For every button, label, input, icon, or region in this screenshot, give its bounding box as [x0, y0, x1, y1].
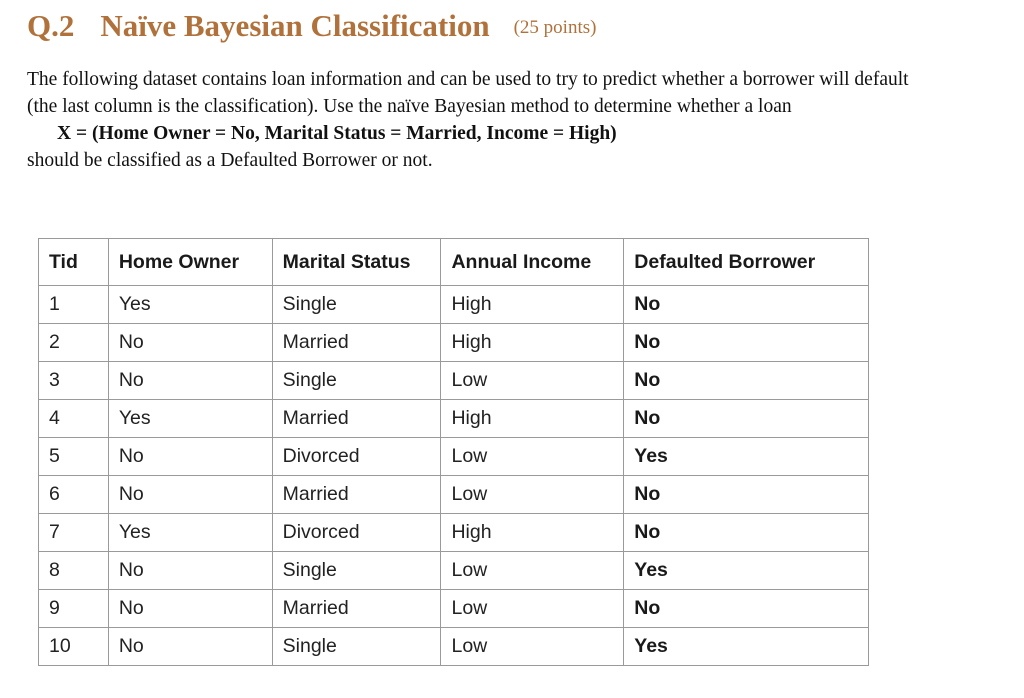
- loan-dataset-table: [38, 238, 869, 666]
- cell-marital-status: Single: [272, 286, 441, 324]
- cell-annual-income: Low: [441, 438, 624, 476]
- cell-marital-status: Married: [272, 400, 441, 438]
- cell-annual-income: Low: [441, 628, 624, 666]
- cell-defaulted-borrower: Yes: [624, 552, 869, 590]
- cell-defaulted-borrower: No: [624, 286, 869, 324]
- cell-marital-status: Married: [272, 590, 441, 628]
- table-row: [39, 514, 869, 552]
- cell-tid: 6: [39, 476, 109, 514]
- cell-defaulted-borrower: Yes: [624, 438, 869, 476]
- cell-annual-income: Low: [441, 476, 624, 514]
- cell-home-owner: No: [108, 324, 272, 362]
- table-row: [39, 590, 869, 628]
- cell-home-owner: Yes: [108, 514, 272, 552]
- cell-annual-income: Low: [441, 590, 624, 628]
- cell-defaulted-borrower: No: [624, 400, 869, 438]
- table-row: [39, 400, 869, 438]
- header-marital-status: Marital Status: [272, 239, 441, 286]
- cell-tid: 8: [39, 552, 109, 590]
- table-row: [39, 324, 869, 362]
- cell-tid: 3: [39, 362, 109, 400]
- header-defaulted-borrower: Defaulted Borrower: [624, 239, 869, 286]
- cell-tid: 4: [39, 400, 109, 438]
- table-row: [39, 286, 869, 324]
- cell-marital-status: Married: [272, 324, 441, 362]
- question-heading: [27, 8, 596, 44]
- cell-defaulted-borrower: No: [624, 362, 869, 400]
- cell-annual-income: High: [441, 324, 624, 362]
- table-row: [39, 476, 869, 514]
- cell-defaulted-borrower: No: [624, 324, 869, 362]
- table-row: [39, 552, 869, 590]
- table-row: [39, 628, 869, 666]
- question-line-3: should be classified as a Defaulted Borrower or not.: [27, 150, 433, 171]
- header-tid: Tid: [39, 239, 109, 286]
- table-row: [39, 438, 869, 476]
- cell-defaulted-borrower: No: [624, 476, 869, 514]
- cell-home-owner: No: [108, 628, 272, 666]
- cell-tid: 10: [39, 628, 109, 666]
- cell-home-owner: No: [108, 438, 272, 476]
- cell-tid: 2: [39, 324, 109, 362]
- cell-tid: 9: [39, 590, 109, 628]
- cell-home-owner: No: [108, 362, 272, 400]
- cell-defaulted-borrower: No: [624, 590, 869, 628]
- cell-marital-status: Single: [272, 628, 441, 666]
- cell-marital-status: Single: [272, 552, 441, 590]
- cell-home-owner: Yes: [108, 400, 272, 438]
- table-row: [39, 362, 869, 400]
- table-header-row: [39, 239, 869, 286]
- cell-marital-status: Married: [272, 476, 441, 514]
- cell-annual-income: High: [441, 514, 624, 552]
- header-home-owner: Home Owner: [108, 239, 272, 286]
- cell-home-owner: No: [108, 590, 272, 628]
- question-line-2: (the last column is the classification). Use the naïve Bayesian method to determine whether a loan: [27, 96, 792, 117]
- cell-marital-status: Single: [272, 362, 441, 400]
- cell-defaulted-borrower: No: [624, 514, 869, 552]
- question-points: (25 points): [513, 17, 597, 38]
- question-number: Q.2: [27, 8, 75, 43]
- cell-annual-income: Low: [441, 552, 624, 590]
- query-tuple: X = (Home Owner = No, Marital Status = Married, Income = High): [57, 123, 617, 144]
- cell-marital-status: Divorced: [272, 514, 441, 552]
- cell-annual-income: Low: [441, 362, 624, 400]
- cell-tid: 7: [39, 514, 109, 552]
- question-text: [27, 66, 1022, 174]
- cell-tid: 5: [39, 438, 109, 476]
- cell-defaulted-borrower: Yes: [624, 628, 869, 666]
- header-annual-income: Annual Income: [441, 239, 624, 286]
- cell-annual-income: High: [441, 400, 624, 438]
- question-title: Naïve Bayesian Classification: [100, 8, 490, 43]
- cell-home-owner: Yes: [108, 286, 272, 324]
- cell-marital-status: Divorced: [272, 438, 441, 476]
- cell-home-owner: No: [108, 552, 272, 590]
- cell-home-owner: No: [108, 476, 272, 514]
- cell-tid: 1: [39, 286, 109, 324]
- question-line-1: The following dataset contains loan information and can be used to try to predict whether a borrower will default: [27, 69, 909, 90]
- cell-annual-income: High: [441, 286, 624, 324]
